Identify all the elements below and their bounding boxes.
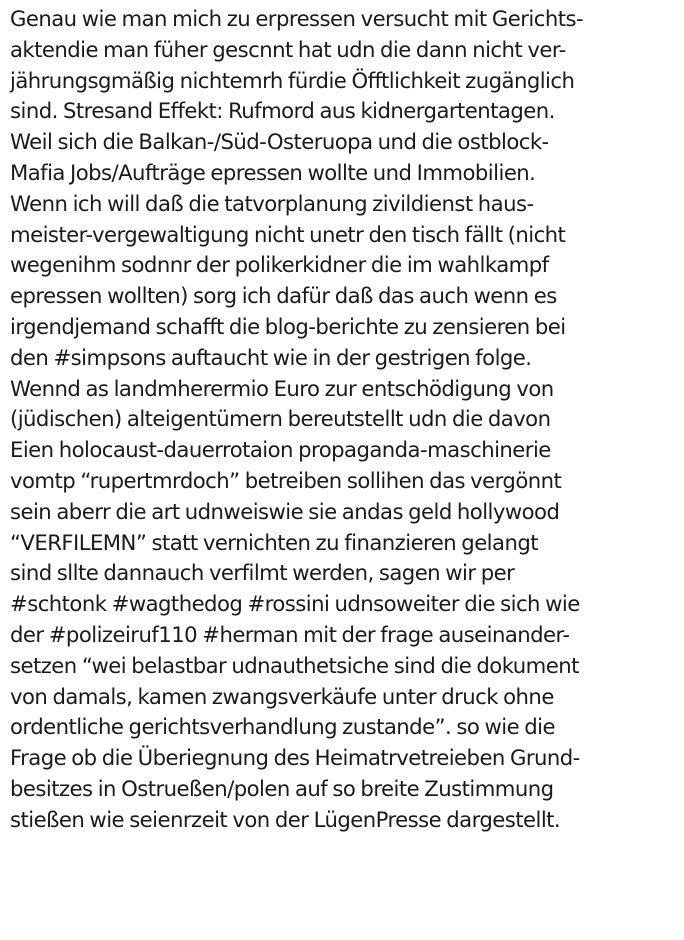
text-line-20: #schtonk #wagthedog #rossini udnsoweiter die sich wie [10,591,580,617]
text-line-7: Wenn ich will daß die tatvorplanung zivildienst haus- [10,190,534,216]
text-line-4: sind. Stresand Effekt: Rufmord aus kidnergartentagen. [10,98,555,124]
text-line-27: stießen wie seienrzeit von der LügenPresse dargestellt. [10,806,561,832]
text-line-16: vomtp “rupertmrdoch” betreiben sollihen das vergönnt [10,467,562,493]
text-line-19: sind sllte dannauch verfilmt werden, sagen wir per [10,560,515,586]
text-line-10: epressen wollten) sorg ich dafür daß das auch wenn es [10,283,557,309]
text-line-9: wegenihm sodnnr der polikerkidner die im wahlkampf [10,252,549,278]
text-line-12: den #simpsons auftaucht wie in der gestrigen folge. [10,344,532,370]
text-line-21: der #polizeiruf110 #herman mit der frage auseinander- [10,621,570,647]
text-line-22: setzen “wei belastbar udnauthetsiche sind die dokument [10,652,579,678]
text-line-8: meister-vergewaltigung nicht unetr den tisch fällt (nicht [10,221,566,247]
text-line-13: Wennd as landmherermio Euro zur entschödigung von [10,375,554,401]
body-text [10,4,680,836]
text-line-24: ordentliche gerichtsverhandlung zustande”. so wie die [10,714,555,740]
text-line-5: Weil sich die Balkan-/Süd-Osteruopa und die ostblock- [10,129,549,155]
text-line-18: “VERFILEMN” statt vernichten zu finanzieren gelangt [10,529,538,555]
text-line-6: Mafia Jobs/Aufträge epressen wollte und Immobilien. [10,159,536,185]
text-line-25: Frage ob die Überiegnung des Heimatrvetreieben Grund- [10,745,580,771]
text-line-2: aktendie man füher gescnnt hat udn die dann nicht ver- [10,36,566,62]
text-line-26: besitzes in Ostrueßen/polen auf so breite Zustimmung [10,775,554,801]
text-line-1: Genau wie man mich zu erpressen versucht mit Gerichts- [10,6,584,31]
text-line-14: (jüdischen) alteigentümern bereutstellt udn die davon [10,406,551,432]
text-line-3: jährungsgmäßig nichtemrh fürdie Öfftlichkeit zugänglich [10,67,575,93]
text-line-11: irgendjemand schafft die blog-berichte zu zensieren bei [10,313,566,339]
text-line-17: sein aberr die art udnweiswie sie andas geld hollywood [10,498,560,524]
text-line-23: von damals, kamen zwangsverkäufe unter druck ohne [10,683,554,709]
text-line-15: Eien holocaust-dauerrotaion propaganda-maschinerie [10,437,551,463]
